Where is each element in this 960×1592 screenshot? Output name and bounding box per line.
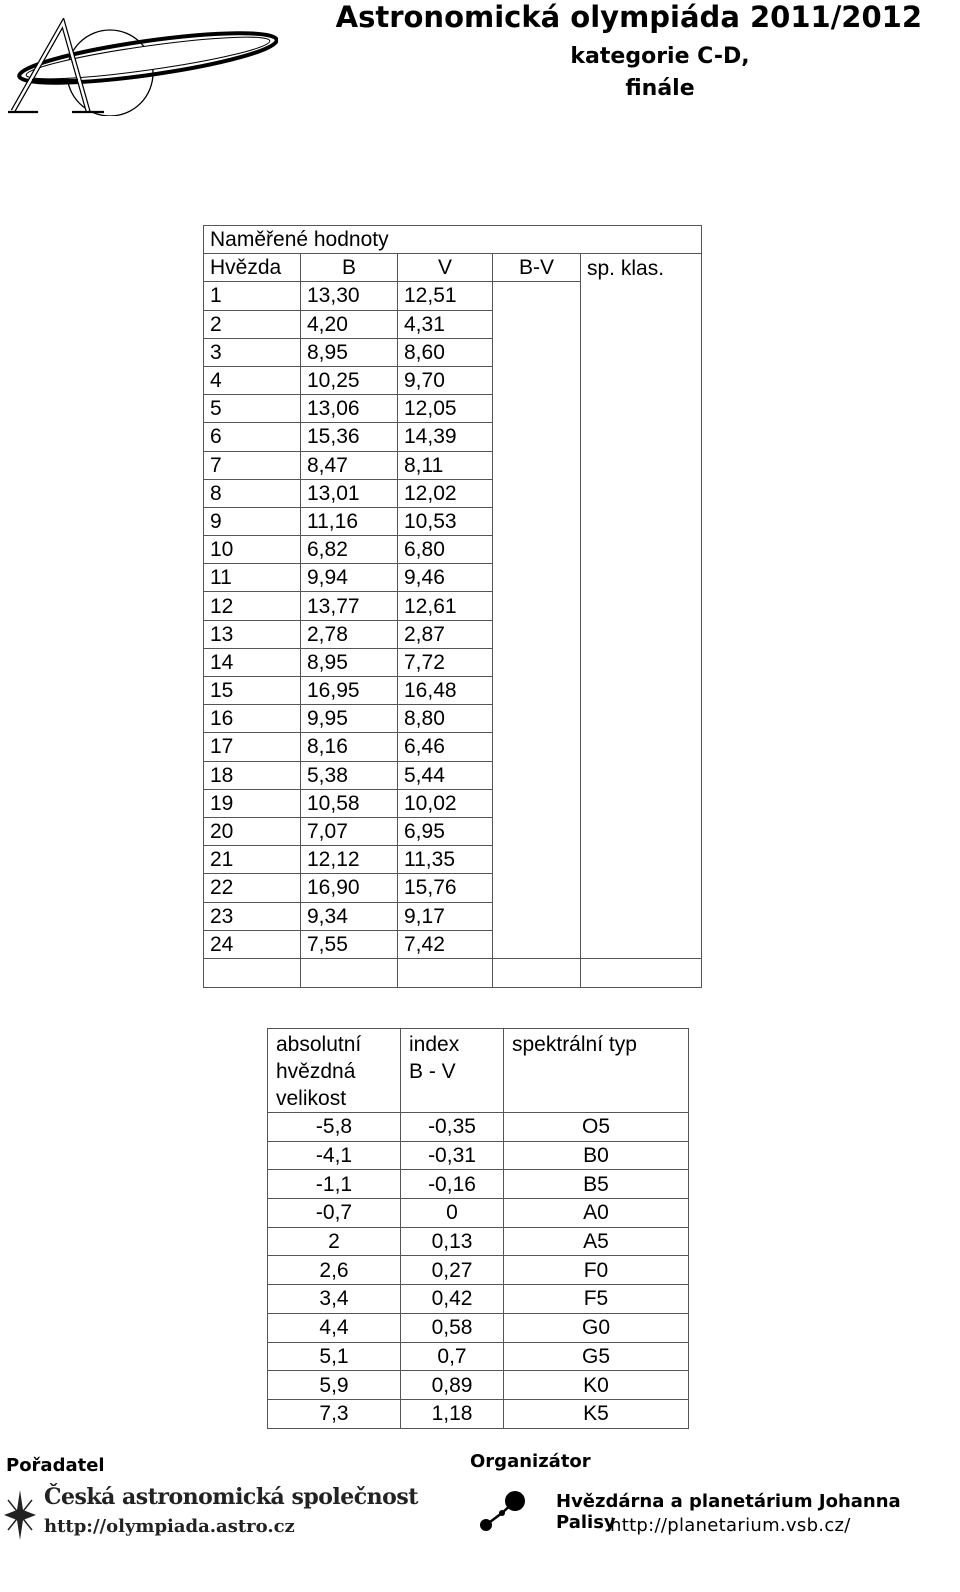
col-header-v: V: [398, 254, 493, 282]
table-row: [204, 733, 702, 761]
abs-mag-cell: -5,8: [268, 1113, 401, 1142]
abs-mag-cell: 3,4: [268, 1285, 401, 1314]
b-mag: 9,94: [301, 564, 398, 592]
bv-cell: [493, 536, 581, 564]
table-row: [204, 507, 702, 535]
star-number: 3: [204, 338, 301, 366]
spclass-cell: [581, 874, 702, 902]
bv-cell: [493, 282, 581, 310]
organizer-name: Česká astronomická společnost: [44, 1484, 418, 1510]
table-row: [268, 1256, 689, 1285]
bv-cell: [493, 648, 581, 676]
bv-cell: [493, 310, 581, 338]
table-row: [204, 395, 702, 423]
spclass-cell: [581, 310, 702, 338]
table-row: [268, 1371, 689, 1400]
page-title: Astronomická olympiáda 2011/2012: [335, 0, 922, 34]
b-mag: 13,01: [301, 479, 398, 507]
table-row: [268, 1141, 689, 1170]
star-number: 14: [204, 648, 301, 676]
v-mag: 11,35: [398, 846, 493, 874]
spclass-cell: [581, 564, 702, 592]
spectral-type-cell: O5: [504, 1113, 689, 1142]
b-mag: 2,78: [301, 620, 398, 648]
v-mag: 6,80: [398, 536, 493, 564]
table-row: [204, 930, 702, 958]
b-mag: 10,25: [301, 366, 398, 394]
b-mag: 13,30: [301, 282, 398, 310]
organizer-url[interactable]: http://olympiada.astro.cz: [44, 1516, 295, 1537]
star-number: 18: [204, 761, 301, 789]
bv-cell: [493, 366, 581, 394]
co-organizer-name: Hvězdárna a planetárium Johanna Palisy: [556, 1491, 901, 1533]
spclass-cell: [581, 846, 702, 874]
spectral-type-cell: G0: [504, 1313, 689, 1342]
table-row: [204, 817, 702, 845]
v-mag: 12,51: [398, 282, 493, 310]
category-label: kategorie C-D,: [570, 44, 750, 69]
bv-cell: [493, 930, 581, 958]
table-row: [268, 1342, 689, 1371]
spclass-cell: [581, 705, 702, 733]
abs-mag-cell: 5,9: [268, 1371, 401, 1400]
b-mag: 13,06: [301, 395, 398, 423]
star-number: 15: [204, 677, 301, 705]
table-row: [204, 648, 702, 676]
v-mag: 12,61: [398, 592, 493, 620]
table-row: [204, 677, 702, 705]
spclass-cell: [581, 620, 702, 648]
b-mag: 9,95: [301, 705, 398, 733]
b-mag: 10,58: [301, 789, 398, 817]
table-row: [204, 564, 702, 592]
b-mag: 8,95: [301, 648, 398, 676]
bv-index-cell: 1,18: [401, 1399, 504, 1428]
v-mag: 7,72: [398, 648, 493, 676]
col-header-spclass: sp. klas.: [581, 254, 702, 282]
v-mag: 2,87: [398, 620, 493, 648]
col-header-bv: B-V: [493, 254, 581, 282]
bv-index-cell: 0,42: [401, 1285, 504, 1314]
round-label: finále: [625, 76, 695, 101]
table-row: [204, 592, 702, 620]
spectral-type-cell: A5: [504, 1227, 689, 1256]
bv-index-cell: -0,35: [401, 1113, 504, 1142]
b-mag: 5,38: [301, 761, 398, 789]
bv-cell: [493, 902, 581, 930]
bv-cell: [493, 564, 581, 592]
table-row: [204, 874, 702, 902]
b-mag: 4,20: [301, 310, 398, 338]
b-mag: 8,47: [301, 451, 398, 479]
abs-mag-cell: -1,1: [268, 1170, 401, 1199]
bv-cell: [493, 874, 581, 902]
star-number: 23: [204, 902, 301, 930]
table-row: [204, 282, 702, 310]
bv-cell: [493, 620, 581, 648]
table-row: [204, 366, 702, 394]
star-number: 22: [204, 874, 301, 902]
table-row: [268, 1113, 689, 1142]
bv-index-cell: 0,27: [401, 1256, 504, 1285]
abs-mag-cell: 7,3: [268, 1399, 401, 1428]
v-mag: 8,60: [398, 338, 493, 366]
abs-mag-cell: -0,7: [268, 1199, 401, 1228]
bv-cell: [493, 451, 581, 479]
v-mag: 9,46: [398, 564, 493, 592]
star-number: 12: [204, 592, 301, 620]
b-mag: 16,90: [301, 874, 398, 902]
bv-index-cell: -0,16: [401, 1170, 504, 1199]
bv-cell: [493, 733, 581, 761]
spectral-type-cell: B0: [504, 1141, 689, 1170]
spectral-type-cell: G5: [504, 1342, 689, 1371]
spclass-cell: [581, 507, 702, 535]
spclass-cell: [581, 479, 702, 507]
table-row: [268, 1227, 689, 1256]
col-header-abs-mag: absolutní hvězdná velikost: [268, 1029, 401, 1113]
spectral-type-cell: K0: [504, 1371, 689, 1400]
bv-cell: [493, 395, 581, 423]
spclass-cell: [581, 761, 702, 789]
col-header-star: Hvězda: [204, 254, 301, 282]
table-row: [204, 479, 702, 507]
spclass-cell: [581, 817, 702, 845]
bv-index-cell: 0,13: [401, 1227, 504, 1256]
bv-index-cell: 0,89: [401, 1371, 504, 1400]
v-mag: 14,39: [398, 423, 493, 451]
table-row: [204, 620, 702, 648]
v-mag: 5,44: [398, 761, 493, 789]
spclass-cell: [581, 648, 702, 676]
star-number: 8: [204, 479, 301, 507]
b-mag: 13,77: [301, 592, 398, 620]
table-row: [204, 310, 702, 338]
spclass-cell: [581, 930, 702, 958]
star-number: 6: [204, 423, 301, 451]
v-mag: 12,05: [398, 395, 493, 423]
star-number: 21: [204, 846, 301, 874]
bv-index-cell: 0: [401, 1199, 504, 1228]
organizer-label: Pořadatel: [6, 1455, 105, 1476]
table-row: [204, 705, 702, 733]
co-organizer-label: Organizátor: [470, 1451, 591, 1472]
b-mag: 6,82: [301, 536, 398, 564]
spclass-cell: [581, 733, 702, 761]
bv-cell: [493, 479, 581, 507]
star-number: 1: [204, 282, 301, 310]
star-number: 9: [204, 507, 301, 535]
abs-mag-cell: 5,1: [268, 1342, 401, 1371]
table-row: [268, 1399, 689, 1428]
table-row: [268, 1313, 689, 1342]
spclass-cell: [581, 451, 702, 479]
star-number: 16: [204, 705, 301, 733]
b-mag: 12,12: [301, 846, 398, 874]
v-mag: 10,53: [398, 507, 493, 535]
table-row: [204, 846, 702, 874]
star-number: 17: [204, 733, 301, 761]
b-mag: 7,07: [301, 817, 398, 845]
measurements-table: [203, 225, 702, 988]
table-row: [204, 761, 702, 789]
abs-mag-cell: 2: [268, 1227, 401, 1256]
bv-cell: [493, 761, 581, 789]
b-mag: 9,34: [301, 902, 398, 930]
b-mag: 11,16: [301, 507, 398, 535]
spclass-cell: [581, 366, 702, 394]
star-number: 10: [204, 536, 301, 564]
measurements-body: [204, 282, 702, 959]
olympiad-logo: [8, 18, 278, 116]
spclass-cell: [581, 677, 702, 705]
table-row: [204, 536, 702, 564]
v-mag: 7,42: [398, 930, 493, 958]
b-mag: 8,95: [301, 338, 398, 366]
bv-cell: [493, 677, 581, 705]
star-number: 4: [204, 366, 301, 394]
star-number: 19: [204, 789, 301, 817]
v-mag: 15,76: [398, 874, 493, 902]
col-header-b: B: [301, 254, 398, 282]
b-mag: 8,16: [301, 733, 398, 761]
bv-cell: [493, 817, 581, 845]
b-mag: 7,55: [301, 930, 398, 958]
spclass-cell: [581, 395, 702, 423]
star-number: 24: [204, 930, 301, 958]
table-row: [204, 423, 702, 451]
spectral-body: [268, 1113, 689, 1429]
bv-cell: [493, 338, 581, 366]
spclass-cell: [581, 338, 702, 366]
v-mag: 12,02: [398, 479, 493, 507]
table-row: [204, 451, 702, 479]
star-number: 20: [204, 817, 301, 845]
planetarium-logo-icon: [478, 1490, 528, 1534]
spectral-type-cell: K5: [504, 1399, 689, 1428]
spectral-type-cell: A0: [504, 1199, 689, 1228]
spclass-cell: [581, 789, 702, 817]
v-mag: 4,31: [398, 310, 493, 338]
spclass-cell: [581, 282, 702, 310]
spclass-cell: [581, 902, 702, 930]
star-number: 11: [204, 564, 301, 592]
spclass-cell: [581, 536, 702, 564]
cas-star-logo-icon: [2, 1486, 38, 1544]
v-mag: 6,95: [398, 817, 493, 845]
star-number: 7: [204, 451, 301, 479]
bv-cell: [493, 846, 581, 874]
spclass-cell: [581, 592, 702, 620]
table-row: [268, 1199, 689, 1228]
abs-mag-cell: 4,4: [268, 1313, 401, 1342]
spectral-table: [267, 1028, 689, 1429]
star-number: 5: [204, 395, 301, 423]
spclass-cell: [581, 423, 702, 451]
v-mag: 9,17: [398, 902, 493, 930]
bv-cell: [493, 705, 581, 733]
abs-mag-cell: -4,1: [268, 1141, 401, 1170]
v-mag: 10,02: [398, 789, 493, 817]
table-row: [268, 1170, 689, 1199]
bv-index-cell: 0,58: [401, 1313, 504, 1342]
star-number: 2: [204, 310, 301, 338]
bv-cell: [493, 592, 581, 620]
table-row: [268, 1285, 689, 1314]
bv-cell: [493, 423, 581, 451]
table-row: [204, 902, 702, 930]
spectral-type-cell: B5: [504, 1170, 689, 1199]
v-mag: 6,46: [398, 733, 493, 761]
bv-cell: [493, 789, 581, 817]
spectral-type-cell: F5: [504, 1285, 689, 1314]
bv-index-cell: 0,7: [401, 1342, 504, 1371]
v-mag: 8,80: [398, 705, 493, 733]
b-mag: 16,95: [301, 677, 398, 705]
table-caption: Naměřené hodnoty: [204, 226, 581, 254]
v-mag: 8,11: [398, 451, 493, 479]
col-header-spectral-type: spektrální typ: [504, 1029, 689, 1113]
co-organizer-url[interactable]: http://planetarium.vsb.cz/: [610, 1515, 851, 1536]
spectral-type-cell: F0: [504, 1256, 689, 1285]
col-header-bv-index: index B - V: [401, 1029, 504, 1113]
abs-mag-cell: 2,6: [268, 1256, 401, 1285]
bv-cell: [493, 507, 581, 535]
b-mag: 15,36: [301, 423, 398, 451]
v-mag: 16,48: [398, 677, 493, 705]
bv-index-cell: -0,31: [401, 1141, 504, 1170]
table-row: [204, 338, 702, 366]
table-row: [204, 789, 702, 817]
v-mag: 9,70: [398, 366, 493, 394]
star-number: 13: [204, 620, 301, 648]
